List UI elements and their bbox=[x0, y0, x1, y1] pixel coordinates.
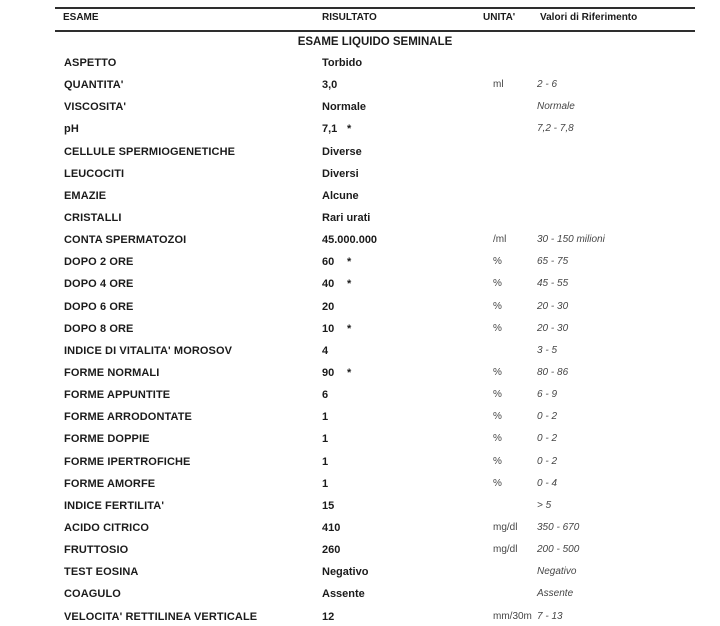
result-value: Diversi bbox=[322, 167, 359, 180]
table-row bbox=[0, 118, 720, 140]
result-value: Torbido bbox=[322, 57, 363, 69]
reference-range: > 5 bbox=[537, 499, 552, 511]
table-row bbox=[0, 251, 720, 273]
exam-name: FORME AMORFE bbox=[64, 477, 156, 490]
unit-value: /ml bbox=[493, 234, 507, 246]
reference-range: 2 - 6 bbox=[537, 79, 558, 91]
exam-name: INDICE FERTILITA' bbox=[64, 499, 165, 512]
abnormal-flag: * bbox=[347, 366, 352, 379]
result-value: 45.000.000 bbox=[322, 234, 378, 247]
reference-range: Normale bbox=[537, 101, 575, 113]
unit-ref-group bbox=[493, 318, 568, 340]
abnormal-flag: * bbox=[347, 256, 352, 269]
unit-value: % bbox=[493, 256, 502, 268]
unit-value: % bbox=[493, 477, 502, 489]
reference-range: 200 - 500 bbox=[537, 544, 580, 556]
result-value: 10 bbox=[322, 322, 335, 335]
unit-ref-group bbox=[493, 495, 551, 517]
unit-ref-group bbox=[493, 606, 563, 626]
table-row bbox=[0, 163, 720, 185]
table-row bbox=[0, 273, 720, 295]
reference-range: 0 - 4 bbox=[537, 477, 558, 489]
unit-ref-group bbox=[493, 473, 557, 495]
table-row bbox=[0, 517, 720, 539]
result-value: 410 bbox=[322, 521, 341, 534]
result-value: Negativo bbox=[322, 566, 369, 579]
unit-value: % bbox=[493, 389, 502, 401]
result-value: Alcune bbox=[322, 189, 359, 202]
unit-ref-group bbox=[493, 118, 574, 140]
table-row bbox=[0, 406, 720, 428]
reference-range: 65 - 75 bbox=[537, 256, 569, 268]
unit-value: mm/30m bbox=[493, 610, 532, 622]
reference-range: 6 - 9 bbox=[537, 389, 558, 401]
table-row bbox=[0, 141, 720, 163]
unit-ref-group bbox=[493, 74, 557, 96]
unit-ref-group bbox=[493, 362, 568, 384]
column-header-risultato: RISULTATO bbox=[322, 12, 377, 23]
result-value: 1 bbox=[322, 411, 329, 424]
reference-range: 20 - 30 bbox=[537, 300, 569, 312]
unit-ref-group bbox=[493, 340, 557, 362]
reference-range: 45 - 55 bbox=[537, 278, 569, 290]
unit-value: % bbox=[493, 411, 502, 423]
result-value: 1 bbox=[322, 477, 329, 490]
exam-name: DOPO 4 ORE bbox=[64, 278, 134, 291]
exam-name: INDICE DI VITALITA' MOROSOV bbox=[64, 344, 233, 357]
column-header-riferimento: Valori di Riferimento bbox=[540, 12, 638, 23]
unit-ref-group bbox=[493, 583, 573, 605]
top-rule bbox=[55, 7, 695, 9]
table-row bbox=[0, 52, 720, 74]
reference-range: 7 - 13 bbox=[537, 610, 563, 622]
abnormal-flag: * bbox=[347, 278, 352, 291]
exam-name: FORME DOPPIE bbox=[64, 433, 150, 446]
results-table bbox=[0, 52, 720, 626]
exam-name: FRUTTOSIO bbox=[64, 544, 129, 557]
unit-value: % bbox=[493, 366, 502, 378]
exam-name: FORME APPUNTITE bbox=[64, 389, 171, 402]
unit-ref-group bbox=[493, 52, 537, 74]
table-row bbox=[0, 473, 720, 495]
table-row bbox=[0, 495, 720, 517]
table-row bbox=[0, 74, 720, 96]
exam-name: ACIDO CITRICO bbox=[64, 521, 150, 534]
unit-ref-group bbox=[493, 185, 537, 207]
reference-range: 20 - 30 bbox=[537, 322, 569, 334]
table-row bbox=[0, 362, 720, 384]
unit-value: % bbox=[493, 455, 502, 467]
unit-ref-group bbox=[493, 273, 568, 295]
exam-name: ASPETTO bbox=[64, 57, 117, 69]
result-value: 260 bbox=[322, 544, 341, 557]
reference-range: 80 - 86 bbox=[537, 366, 569, 378]
reference-range: 0 - 2 bbox=[537, 411, 558, 423]
result-value: Rari urati bbox=[322, 211, 371, 224]
result-value: 4 bbox=[322, 344, 329, 357]
table-row bbox=[0, 340, 720, 362]
table-row bbox=[0, 207, 720, 229]
reference-range: 3 - 5 bbox=[537, 344, 558, 356]
result-value: Normale bbox=[322, 101, 367, 114]
exam-name: CRISTALLI bbox=[64, 211, 122, 224]
unit-ref-group bbox=[493, 406, 557, 428]
result-value: Diverse bbox=[322, 145, 362, 158]
table-row bbox=[0, 539, 720, 561]
exam-name: pH bbox=[64, 123, 79, 136]
exam-name: QUANTITA' bbox=[64, 79, 124, 92]
unit-ref-group bbox=[493, 96, 575, 118]
unit-ref-group bbox=[493, 517, 579, 539]
unit-ref-group bbox=[493, 229, 605, 251]
result-value: 1 bbox=[322, 455, 329, 468]
reference-range: 0 - 2 bbox=[537, 433, 558, 445]
exam-name: VELOCITA' RETTILINEA VERTICALE bbox=[64, 610, 258, 623]
table-header bbox=[0, 12, 720, 28]
unit-value: mg/dl bbox=[493, 521, 518, 533]
unit-ref-group bbox=[493, 428, 557, 450]
result-value: 40 bbox=[322, 278, 335, 291]
unit-value: mg/dl bbox=[493, 544, 518, 556]
table-row bbox=[0, 96, 720, 118]
exam-name: CELLULE SPERMIOGENETICHE bbox=[64, 145, 236, 158]
table-row bbox=[0, 451, 720, 473]
unit-ref-group bbox=[493, 251, 568, 273]
unit-value: % bbox=[493, 322, 502, 334]
exam-name: FORME IPERTROFICHE bbox=[64, 455, 191, 468]
table-row bbox=[0, 229, 720, 251]
exam-name: FORME ARRODONTATE bbox=[64, 411, 192, 424]
result-value: 90 bbox=[322, 366, 335, 379]
exam-name: VISCOSITA' bbox=[64, 101, 127, 114]
table-row bbox=[0, 428, 720, 450]
result-value: 6 bbox=[322, 389, 329, 402]
header-rule bbox=[55, 30, 695, 32]
result-value: 12 bbox=[322, 610, 335, 623]
unit-ref-group bbox=[493, 163, 537, 185]
result-value: Assente bbox=[322, 588, 365, 601]
section-title: ESAME LIQUIDO SEMINALE bbox=[297, 36, 453, 48]
exam-name: DOPO 2 ORE bbox=[64, 256, 134, 269]
result-value: 1 bbox=[322, 433, 329, 446]
unit-ref-group bbox=[493, 561, 576, 583]
exam-name: FORME NORMALI bbox=[64, 366, 160, 379]
table-row bbox=[0, 561, 720, 583]
unit-ref-group bbox=[493, 141, 537, 163]
reference-range: Negativo bbox=[537, 566, 577, 578]
exam-name: DOPO 8 ORE bbox=[64, 322, 134, 335]
unit-ref-group bbox=[493, 384, 557, 406]
reference-range: 350 - 670 bbox=[537, 521, 580, 533]
reference-range: 30 - 150 milioni bbox=[537, 234, 605, 246]
unit-value: % bbox=[493, 278, 502, 290]
result-value: 3,0 bbox=[322, 79, 338, 92]
reference-range: Assente bbox=[537, 588, 574, 600]
table-row bbox=[0, 606, 720, 626]
table-row bbox=[0, 296, 720, 318]
table-row bbox=[0, 318, 720, 340]
table-row bbox=[0, 185, 720, 207]
unit-ref-group bbox=[493, 539, 579, 561]
reference-range: 7,2 - 7,8 bbox=[537, 123, 574, 135]
exam-name: TEST EOSINA bbox=[64, 566, 139, 579]
result-value: 20 bbox=[322, 300, 335, 313]
column-header-esame: ESAME bbox=[63, 12, 99, 23]
unit-value: ml bbox=[493, 79, 504, 91]
unit-value: % bbox=[493, 433, 502, 445]
table-row bbox=[0, 583, 720, 605]
result-value: 15 bbox=[322, 499, 335, 512]
result-value: 7,1 bbox=[322, 123, 338, 136]
exam-name: EMAZIE bbox=[64, 189, 107, 202]
reference-range: 0 - 2 bbox=[537, 455, 558, 467]
unit-ref-group bbox=[493, 207, 537, 229]
table-row bbox=[0, 384, 720, 406]
exam-name: COAGULO bbox=[64, 588, 121, 601]
exam-name: CONTA SPERMATOZOI bbox=[64, 234, 187, 247]
abnormal-flag: * bbox=[347, 123, 352, 136]
result-value: 60 bbox=[322, 256, 335, 269]
column-header-unita: UNITA' bbox=[483, 12, 516, 23]
exam-name: LEUCOCITI bbox=[64, 167, 125, 180]
exam-name: DOPO 6 ORE bbox=[64, 300, 134, 313]
abnormal-flag: * bbox=[347, 322, 352, 335]
unit-ref-group bbox=[493, 296, 568, 318]
unit-ref-group bbox=[493, 451, 557, 473]
unit-value: % bbox=[493, 300, 502, 312]
